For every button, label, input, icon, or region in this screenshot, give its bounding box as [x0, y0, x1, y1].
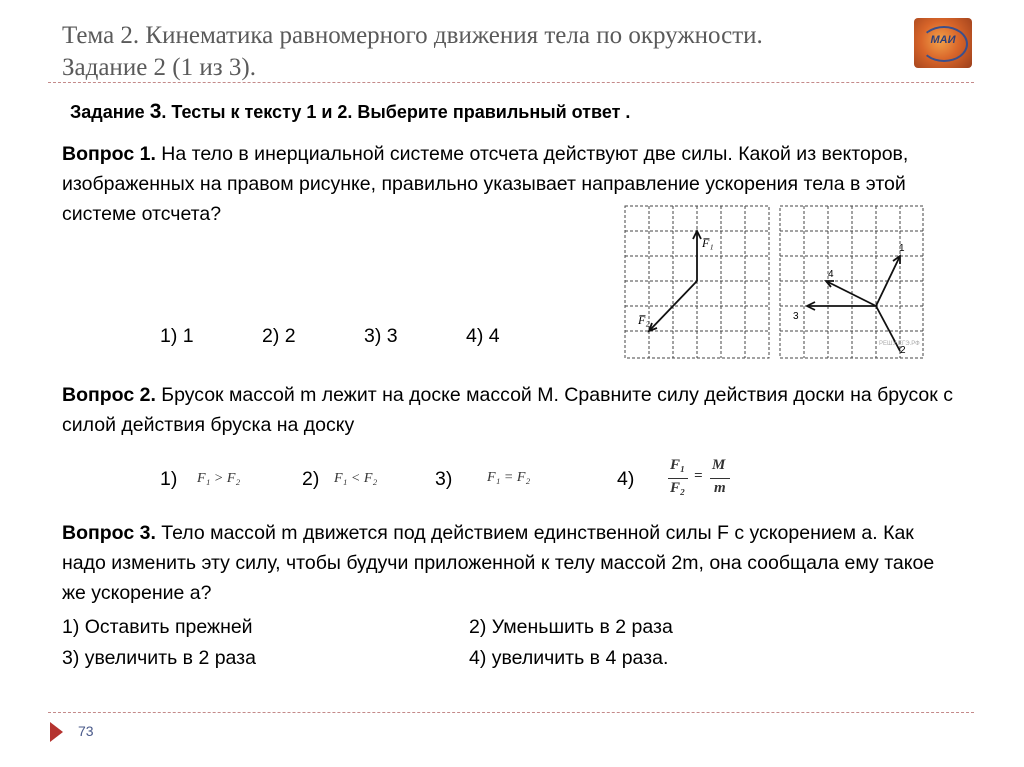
q1-answer-3: 3) 3: [364, 325, 398, 347]
vector-label-1: 1: [899, 243, 905, 254]
vector-label-2: 2: [900, 345, 906, 356]
task-heading-number: 3: [149, 100, 162, 123]
q2-formula-2: F₁ < F₂: [334, 471, 378, 486]
question-3-text: Тело массой m движется под действием единственной силы F с ускорением а. Как надо изменить эту силу, чтобы будучи приложенной к телу массой 2m, она сообщала ему такое же ускорение а?: [62, 522, 935, 604]
play-triangle-icon: [50, 722, 63, 742]
q3-answer-3: 3) увеличить в 2 раза: [62, 647, 256, 669]
q2-formula-1: F₁ > F₂: [197, 471, 241, 486]
task-heading: [70, 100, 630, 124]
frac-bar-right: [710, 478, 730, 479]
title-divider: [48, 82, 974, 83]
task-heading-rest: . Тесты к тексту 1 и 2. Выберите правильный ответ .: [161, 102, 631, 122]
footer-divider: [48, 712, 974, 713]
q1-answer-1: 1) 1: [160, 325, 194, 347]
vector-label-4: 4: [828, 269, 834, 280]
question-2-label: Вопрос 2.: [62, 384, 156, 406]
question-1-text: На тело в инерциальной системе отсчета действуют две силы. Какой из векторов, изображенных на правом рисунке, правильно указывает направление ускорения тела в этой системе отсчета?: [62, 143, 909, 225]
q2-answer-4: 4): [617, 468, 635, 490]
question-3-label: Вопрос 3.: [62, 522, 156, 544]
vector-4: [826, 281, 876, 306]
frac-den-left: F₂: [670, 480, 686, 496]
q2-formula-4: [668, 457, 732, 501]
slide-title: [62, 20, 902, 84]
frac-num-left: F₁: [670, 457, 686, 473]
question-3: [62, 518, 962, 608]
q1-answer-2: 2) 2: [262, 325, 296, 347]
q2-formula-3: F₁ = F₂: [487, 470, 531, 485]
q3-answer-2: 2) Уменьшить в 2 раза: [469, 616, 673, 638]
slide-title-line-1: Тема 2. Кинематика равномерного движения тела по окружности.: [62, 22, 763, 49]
question-2-text: Брусок массой m лежит на доске массой М. Сравните силу действия доски на брусок с силой действия бруска на доску: [62, 384, 953, 436]
frac-equals: =: [694, 468, 703, 484]
vector-label-3: 3: [793, 311, 799, 322]
slide-title-line-2: Задание 2 (1 из 3).: [62, 54, 256, 81]
q2-answer-3: 3): [435, 468, 453, 490]
figure-watermark: РЕШУ ЕГЭ.РФ: [879, 341, 920, 347]
page-number: 73: [78, 723, 94, 739]
question-2: [62, 380, 962, 440]
q1-answer-4: 4) 4: [466, 325, 500, 347]
forces-figure: [624, 205, 770, 359]
acceleration-options-figure: [779, 205, 924, 359]
force-label-f2: F̅₂: [638, 313, 650, 327]
q2-answer-2: 2): [302, 468, 320, 490]
q3-answer-1: 1) Оставить прежней: [62, 616, 253, 638]
question-1-label: Вопрос 1.: [62, 143, 156, 165]
frac-bar-left: [668, 478, 688, 479]
q2-answer-1: 1): [160, 468, 178, 490]
q3-answer-4: 4) увеличить в 4 раза.: [469, 647, 669, 669]
frac-den-right: m: [714, 480, 726, 496]
frac-num-right: M: [712, 457, 726, 473]
force-label-f1: F̅₁: [702, 236, 714, 250]
logo-text: МАИ: [930, 34, 956, 46]
university-logo: [914, 18, 972, 68]
task-heading-prefix: Задание: [70, 102, 150, 122]
